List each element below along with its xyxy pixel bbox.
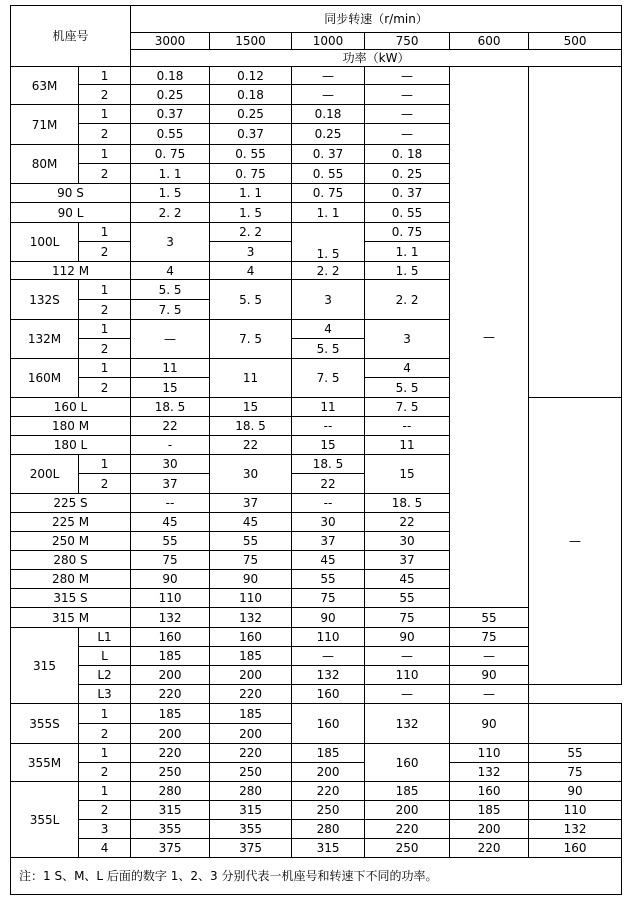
power-title-header: 功率（kW） xyxy=(131,50,622,67)
table-cell: 1 xyxy=(79,782,131,801)
table-cell: 75 xyxy=(529,763,622,782)
table-cell: 200 xyxy=(292,763,365,782)
table-cell: 2. 2 xyxy=(365,280,450,320)
table-cell xyxy=(529,67,622,398)
table-cell: 55 xyxy=(529,744,622,763)
table-cell: — xyxy=(131,320,210,359)
table-cell: 185 xyxy=(131,647,210,666)
table-cell: — xyxy=(365,85,450,105)
table-cell: 7. 5 xyxy=(131,300,210,320)
table-cell: 185 xyxy=(365,782,450,801)
table-cell: 18. 5 xyxy=(292,455,365,474)
table-cell: 45 xyxy=(292,551,365,570)
table-cell: 132 xyxy=(210,608,292,628)
table-cell: 90 xyxy=(450,666,529,685)
table-cell: -- xyxy=(365,417,450,436)
speed-title-header: 同步转速（r/min） xyxy=(131,6,622,33)
table-row xyxy=(11,398,622,417)
table-cell: 160 xyxy=(131,628,210,647)
table-cell: 0.18 xyxy=(210,85,292,105)
table-cell: 11 xyxy=(292,398,365,417)
table-cell: -- xyxy=(131,494,210,513)
table-cell: L3 xyxy=(79,685,131,704)
table-cell: 0. 75 xyxy=(131,145,210,164)
table-cell: 132 xyxy=(365,704,450,744)
table-cell: 160 xyxy=(210,628,292,647)
table-cell: L xyxy=(79,647,131,666)
table-cell: 90 S xyxy=(11,184,131,203)
table-cell: 1 xyxy=(79,455,131,474)
table-cell: 225 M xyxy=(11,513,131,532)
table-cell: 90 xyxy=(529,782,622,801)
table-cell: 280 xyxy=(292,820,365,839)
table-cell: 200 xyxy=(131,666,210,685)
table-cell: L2 xyxy=(79,666,131,685)
table-cell: 280 S xyxy=(11,551,131,570)
table-cell: 0.25 xyxy=(131,85,210,105)
table-cell: 0.37 xyxy=(131,105,210,124)
table-cell: 132M xyxy=(11,320,79,359)
table-cell: 1 xyxy=(79,744,131,763)
table-cell: 200L xyxy=(11,455,79,494)
table-cell: 22 xyxy=(292,474,365,494)
table-cell: — xyxy=(450,647,529,666)
table-cell: 355 xyxy=(131,820,210,839)
table-cell: 1. 5 xyxy=(131,184,210,203)
table-cell: — xyxy=(450,67,529,608)
table-cell: 200 xyxy=(210,724,292,744)
table-cell: 11 xyxy=(131,359,210,378)
table-cell: 1 xyxy=(79,359,131,378)
table-cell: 55 xyxy=(365,589,450,608)
table-cell: 1 xyxy=(79,105,131,124)
table-cell: 1 xyxy=(79,320,131,339)
table-cell: 90 xyxy=(292,608,365,628)
table-cell: 250 xyxy=(365,839,450,858)
motor-power-table xyxy=(10,5,622,895)
table-cell: 2. 2 xyxy=(210,223,292,242)
table-row xyxy=(11,685,622,704)
speed-header-3000: 3000 xyxy=(131,33,210,50)
table-cell: 375 xyxy=(131,839,210,858)
table-cell: 3 xyxy=(79,820,131,839)
table-cell: 220 xyxy=(210,744,292,763)
table-cell: 2 xyxy=(79,801,131,820)
table-cell: 0.25 xyxy=(292,124,365,145)
table-cell: 1. 1 xyxy=(131,164,210,184)
table-cell: 37 xyxy=(210,494,292,513)
table-cell: 1. 1 xyxy=(292,203,365,223)
table-cell: 55 xyxy=(210,532,292,551)
table-cell: 132S xyxy=(11,280,79,320)
table-cell: 220 xyxy=(131,685,210,704)
table-cell: 55 xyxy=(450,608,529,628)
table-cell: 15 xyxy=(131,378,210,398)
table-cell: 90 L xyxy=(11,203,131,223)
table-cell: 30 xyxy=(210,455,292,494)
table-cell: 0.55 xyxy=(131,124,210,145)
table-cell: 1. 5 xyxy=(365,262,450,280)
table-cell: 160 xyxy=(365,744,450,782)
table-cell: 90 xyxy=(365,628,450,647)
table-cell: 0. 55 xyxy=(292,164,365,184)
table-cell: 0. 37 xyxy=(292,145,365,164)
table-cell: 1 xyxy=(79,67,131,85)
table-cell: 132 xyxy=(529,820,622,839)
table-cell: 2 xyxy=(79,474,131,494)
table-cell: - xyxy=(131,436,210,455)
table-cell: 0.37 xyxy=(210,124,292,145)
table-cell: 355S xyxy=(11,704,79,744)
table-cell: 250 xyxy=(131,763,210,782)
table-cell: — xyxy=(292,647,365,666)
table-cell: 0. 75 xyxy=(365,223,450,242)
table-cell: 0. 18 xyxy=(365,145,450,164)
table-cell: 185 xyxy=(210,647,292,666)
table-cell: 3 xyxy=(365,320,450,359)
table-cell: 185 xyxy=(450,801,529,820)
table-cell: 2 xyxy=(79,378,131,398)
table-cell: 315 xyxy=(131,801,210,820)
table-cell: 200 xyxy=(210,666,292,685)
table-cell: 160 xyxy=(450,782,529,801)
table-cell: 7. 5 xyxy=(292,359,365,398)
table-cell: 11 xyxy=(210,359,292,398)
table-cell: 200 xyxy=(450,820,529,839)
table-cell: 1 xyxy=(79,145,131,164)
table-cell: 280 xyxy=(131,782,210,801)
table-cell: 90 xyxy=(131,570,210,589)
table-cell: 160 xyxy=(292,704,365,744)
table-cell: 0. 55 xyxy=(365,203,450,223)
table-cell: 110 xyxy=(365,666,450,685)
table-cell: 185 xyxy=(210,704,292,724)
table-cell: 2 xyxy=(79,339,131,359)
header-row-speed xyxy=(11,6,622,33)
table-cell: 200 xyxy=(365,801,450,820)
table-cell: 18. 5 xyxy=(365,494,450,513)
table-cell: 45 xyxy=(365,570,450,589)
table-cell: 7. 5 xyxy=(210,320,292,359)
table-row xyxy=(11,839,622,858)
table-row xyxy=(11,744,622,763)
table-cell: 250 xyxy=(210,763,292,782)
table-cell: 355M xyxy=(11,744,79,782)
table-cell: — xyxy=(450,685,529,704)
table-cell: 22 xyxy=(210,436,292,455)
table-row xyxy=(11,820,622,839)
table-cell: — xyxy=(365,685,450,704)
table-cell: 75 xyxy=(210,551,292,570)
table-cell: 160 xyxy=(529,839,622,858)
table-cell: 220 xyxy=(365,820,450,839)
table-row xyxy=(11,704,622,724)
table-cell: 55 xyxy=(292,570,365,589)
table-cell: -- xyxy=(292,417,365,436)
table-cell xyxy=(529,704,622,744)
table-cell: 180 L xyxy=(11,436,131,455)
table-cell: 280 xyxy=(210,782,292,801)
table-cell: 90 xyxy=(210,570,292,589)
table-cell: 5. 5 xyxy=(365,378,450,398)
table-cell: 18. 5 xyxy=(131,398,210,417)
table-body xyxy=(11,67,622,858)
speed-header-1500: 1500 xyxy=(210,33,292,50)
table-cell: 3 xyxy=(131,223,210,262)
table-cell: 15 xyxy=(210,398,292,417)
table-cell: 1. 5 xyxy=(292,223,365,262)
frame-number-header: 机座号 xyxy=(11,6,131,67)
table-cell: 0.25 xyxy=(210,105,292,124)
table-cell: 220 xyxy=(450,839,529,858)
table-cell: 2 xyxy=(79,85,131,105)
table-cell: 225 S xyxy=(11,494,131,513)
table-cell: 220 xyxy=(210,685,292,704)
table-cell: 180 M xyxy=(11,417,131,436)
table-cell: -- xyxy=(292,494,365,513)
table-cell: 63M xyxy=(11,67,79,105)
table-note: 注：1 S、M、L 后面的数字 1、2、3 分别代表一机座号和转速下不同的功率。 xyxy=(11,858,622,895)
table-cell: 4 xyxy=(365,359,450,378)
speed-header-600: 600 xyxy=(450,33,529,50)
table-cell: 22 xyxy=(131,417,210,436)
table-cell: — xyxy=(365,647,450,666)
table-cell: 75 xyxy=(292,589,365,608)
table-cell: 75 xyxy=(450,628,529,647)
table-cell: 2 xyxy=(79,724,131,744)
speed-header-750: 750 xyxy=(365,33,450,50)
table-cell: 110 xyxy=(450,744,529,763)
table-cell: 0. 75 xyxy=(292,184,365,203)
table-cell: 375 xyxy=(210,839,292,858)
table-cell: 2. 2 xyxy=(131,203,210,223)
table-cell: 22 xyxy=(365,513,450,532)
table-cell: 1. 1 xyxy=(210,184,292,203)
table-cell: 315 S xyxy=(11,589,131,608)
table-cell: 220 xyxy=(292,782,365,801)
table-cell: 160 L xyxy=(11,398,131,417)
table-cell: 280 M xyxy=(11,570,131,589)
table-cell: 132 xyxy=(131,608,210,628)
table-cell: — xyxy=(292,85,365,105)
table-cell: 1. 5 xyxy=(210,203,292,223)
table-cell: 80M xyxy=(11,145,79,184)
table-cell: 185 xyxy=(292,744,365,763)
table-cell: 112 M xyxy=(11,262,131,280)
table-cell: 132 xyxy=(292,666,365,685)
table-row xyxy=(11,763,622,782)
table-cell: 0.18 xyxy=(292,105,365,124)
table-cell: 0. 37 xyxy=(365,184,450,203)
table-cell: 4 xyxy=(79,839,131,858)
table-cell: 37 xyxy=(292,532,365,551)
table-cell: 2 xyxy=(79,763,131,782)
table-cell: 7. 5 xyxy=(365,398,450,417)
table-cell: 110 xyxy=(210,589,292,608)
table-row xyxy=(11,67,622,85)
table-cell: 30 xyxy=(131,455,210,474)
table-cell: 1 xyxy=(79,223,131,242)
table-cell: 185 xyxy=(131,704,210,724)
table-cell: 200 xyxy=(131,724,210,744)
table-cell: 2 xyxy=(79,124,131,145)
table-cell: 4 xyxy=(131,262,210,280)
table-cell: 3 xyxy=(210,242,292,262)
table-cell: 30 xyxy=(365,532,450,551)
table-cell: 90 xyxy=(450,704,529,744)
table-cell: 220 xyxy=(131,744,210,763)
table-cell: 15 xyxy=(365,455,450,494)
table-cell: — xyxy=(365,105,450,124)
table-cell: 0.18 xyxy=(131,67,210,85)
table-cell: 55 xyxy=(131,532,210,551)
table-cell: 100L xyxy=(11,223,79,262)
table-cell: 110 xyxy=(292,628,365,647)
table-cell: 15 xyxy=(292,436,365,455)
table-cell: 3 xyxy=(292,280,365,320)
table-cell: 1 xyxy=(79,280,131,300)
table-cell: — xyxy=(292,67,365,85)
table-cell: 4 xyxy=(292,320,365,339)
table-cell: 315 xyxy=(11,628,79,704)
table-cell: 0. 25 xyxy=(365,164,450,184)
table-cell: 1 xyxy=(79,704,131,724)
note-row xyxy=(11,858,622,895)
table-cell: — xyxy=(529,398,622,685)
table-cell: 5. 5 xyxy=(210,280,292,320)
table-cell: 30 xyxy=(292,513,365,532)
table-cell: 5. 5 xyxy=(131,280,210,300)
table-cell: 4 xyxy=(210,262,292,280)
table-cell: 2 xyxy=(79,300,131,320)
table-cell: 132 xyxy=(450,763,529,782)
table-cell: L1 xyxy=(79,628,131,647)
speed-header-500: 500 xyxy=(529,33,622,50)
table-cell: 315 xyxy=(292,839,365,858)
table-cell: 11 xyxy=(365,436,450,455)
power-table-wrap xyxy=(10,5,622,895)
table-cell: 37 xyxy=(131,474,210,494)
table-cell: 37 xyxy=(365,551,450,570)
table-cell: 75 xyxy=(365,608,450,628)
table-cell: 0.12 xyxy=(210,67,292,85)
table-cell: 355L xyxy=(11,782,79,858)
table-cell: 2. 2 xyxy=(292,262,365,280)
table-cell: 250 M xyxy=(11,532,131,551)
table-cell: 75 xyxy=(131,551,210,570)
table-cell: 18. 5 xyxy=(210,417,292,436)
table-cell: 45 xyxy=(131,513,210,532)
table-cell: 110 xyxy=(131,589,210,608)
table-cell: 315 xyxy=(210,801,292,820)
table-cell: — xyxy=(365,124,450,145)
table-cell: 5. 5 xyxy=(292,339,365,359)
table-cell: 1. 1 xyxy=(365,242,450,262)
speed-header-1000: 1000 xyxy=(292,33,365,50)
table-cell: 45 xyxy=(210,513,292,532)
table-cell: 0. 55 xyxy=(210,145,292,164)
table-row xyxy=(11,801,622,820)
table-cell: 160M xyxy=(11,359,79,398)
table-row xyxy=(11,782,622,801)
table-cell: 0. 75 xyxy=(210,164,292,184)
table-cell: 160 xyxy=(292,685,365,704)
table-cell: 2 xyxy=(79,164,131,184)
table-cell: 355 xyxy=(210,820,292,839)
table-cell: 250 xyxy=(292,801,365,820)
table-cell: 71M xyxy=(11,105,79,145)
table-cell: 2 xyxy=(79,242,131,262)
table-cell: 110 xyxy=(529,801,622,820)
table-cell: — xyxy=(365,67,450,85)
table-cell: 315 M xyxy=(11,608,131,628)
